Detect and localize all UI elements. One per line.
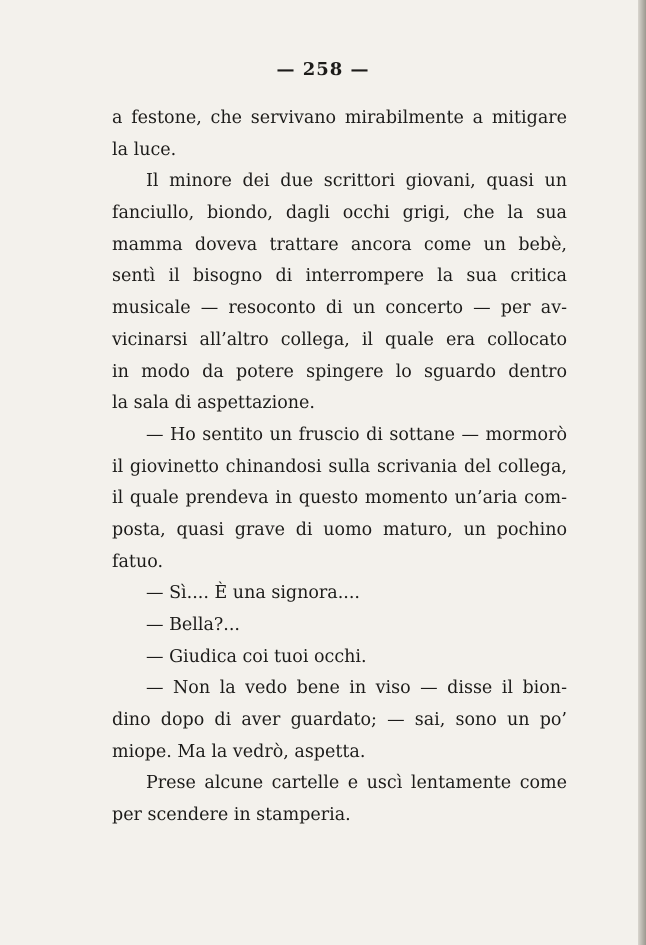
- book-spine-shadow: [638, 0, 646, 945]
- text-line: per scendere in stamperia.: [112, 805, 351, 826]
- text-line: dino dopo di aver guardato; — sai, sono un po’: [112, 710, 567, 731]
- text-line: a festone, che servivano mirabilmente a mitigare: [112, 108, 567, 128]
- text-line: — Bella?...: [146, 615, 240, 635]
- text-line: mamma doveva trattare ancora come un bebè,: [112, 234, 567, 255]
- text-line: — Sì.... È una signora....: [146, 583, 360, 604]
- text-line: — Non la vedo bene in viso — disse il bion-: [146, 678, 567, 699]
- text-line: fatuo.: [112, 551, 164, 572]
- text-line: il quale prendeva in questo momento un’aria com-: [112, 488, 567, 509]
- text-line: — Giudica coi tuoi occhi.: [146, 646, 367, 667]
- text-line: vicinarsi all’altro collega, il quale era collocato: [112, 329, 567, 350]
- text-line: la luce.: [112, 139, 177, 160]
- text-line: — Ho sentito un fruscio di sottane — mormorò: [146, 424, 567, 445]
- text-line: Prese alcune cartelle e uscì lentamente come: [146, 773, 567, 794]
- text-line: sentì il bisogno di interrompere la sua critica: [112, 266, 567, 287]
- text-line: in modo da potere spingere lo sguardo dentro: [112, 361, 567, 382]
- text-line: miope. Ma la vedrò, aspetta.: [112, 741, 366, 762]
- page-body-text: [112, 103, 567, 832]
- text-line: il giovinetto chinandosi sulla scrivania del collega,: [112, 456, 567, 477]
- page-number: — 258 —: [276, 59, 370, 80]
- text-line: musicale — resoconto di un concerto — per av-: [112, 298, 567, 319]
- text-line: posta, quasi grave di uomo maturo, un pochino: [112, 519, 567, 540]
- text-line: fanciullo, biondo, dagli occhi grigi, che la sua: [112, 203, 567, 224]
- text-line: Il minore dei due scrittori giovani, quasi un: [146, 171, 567, 192]
- text-line: la sala di aspettazione.: [112, 393, 315, 414]
